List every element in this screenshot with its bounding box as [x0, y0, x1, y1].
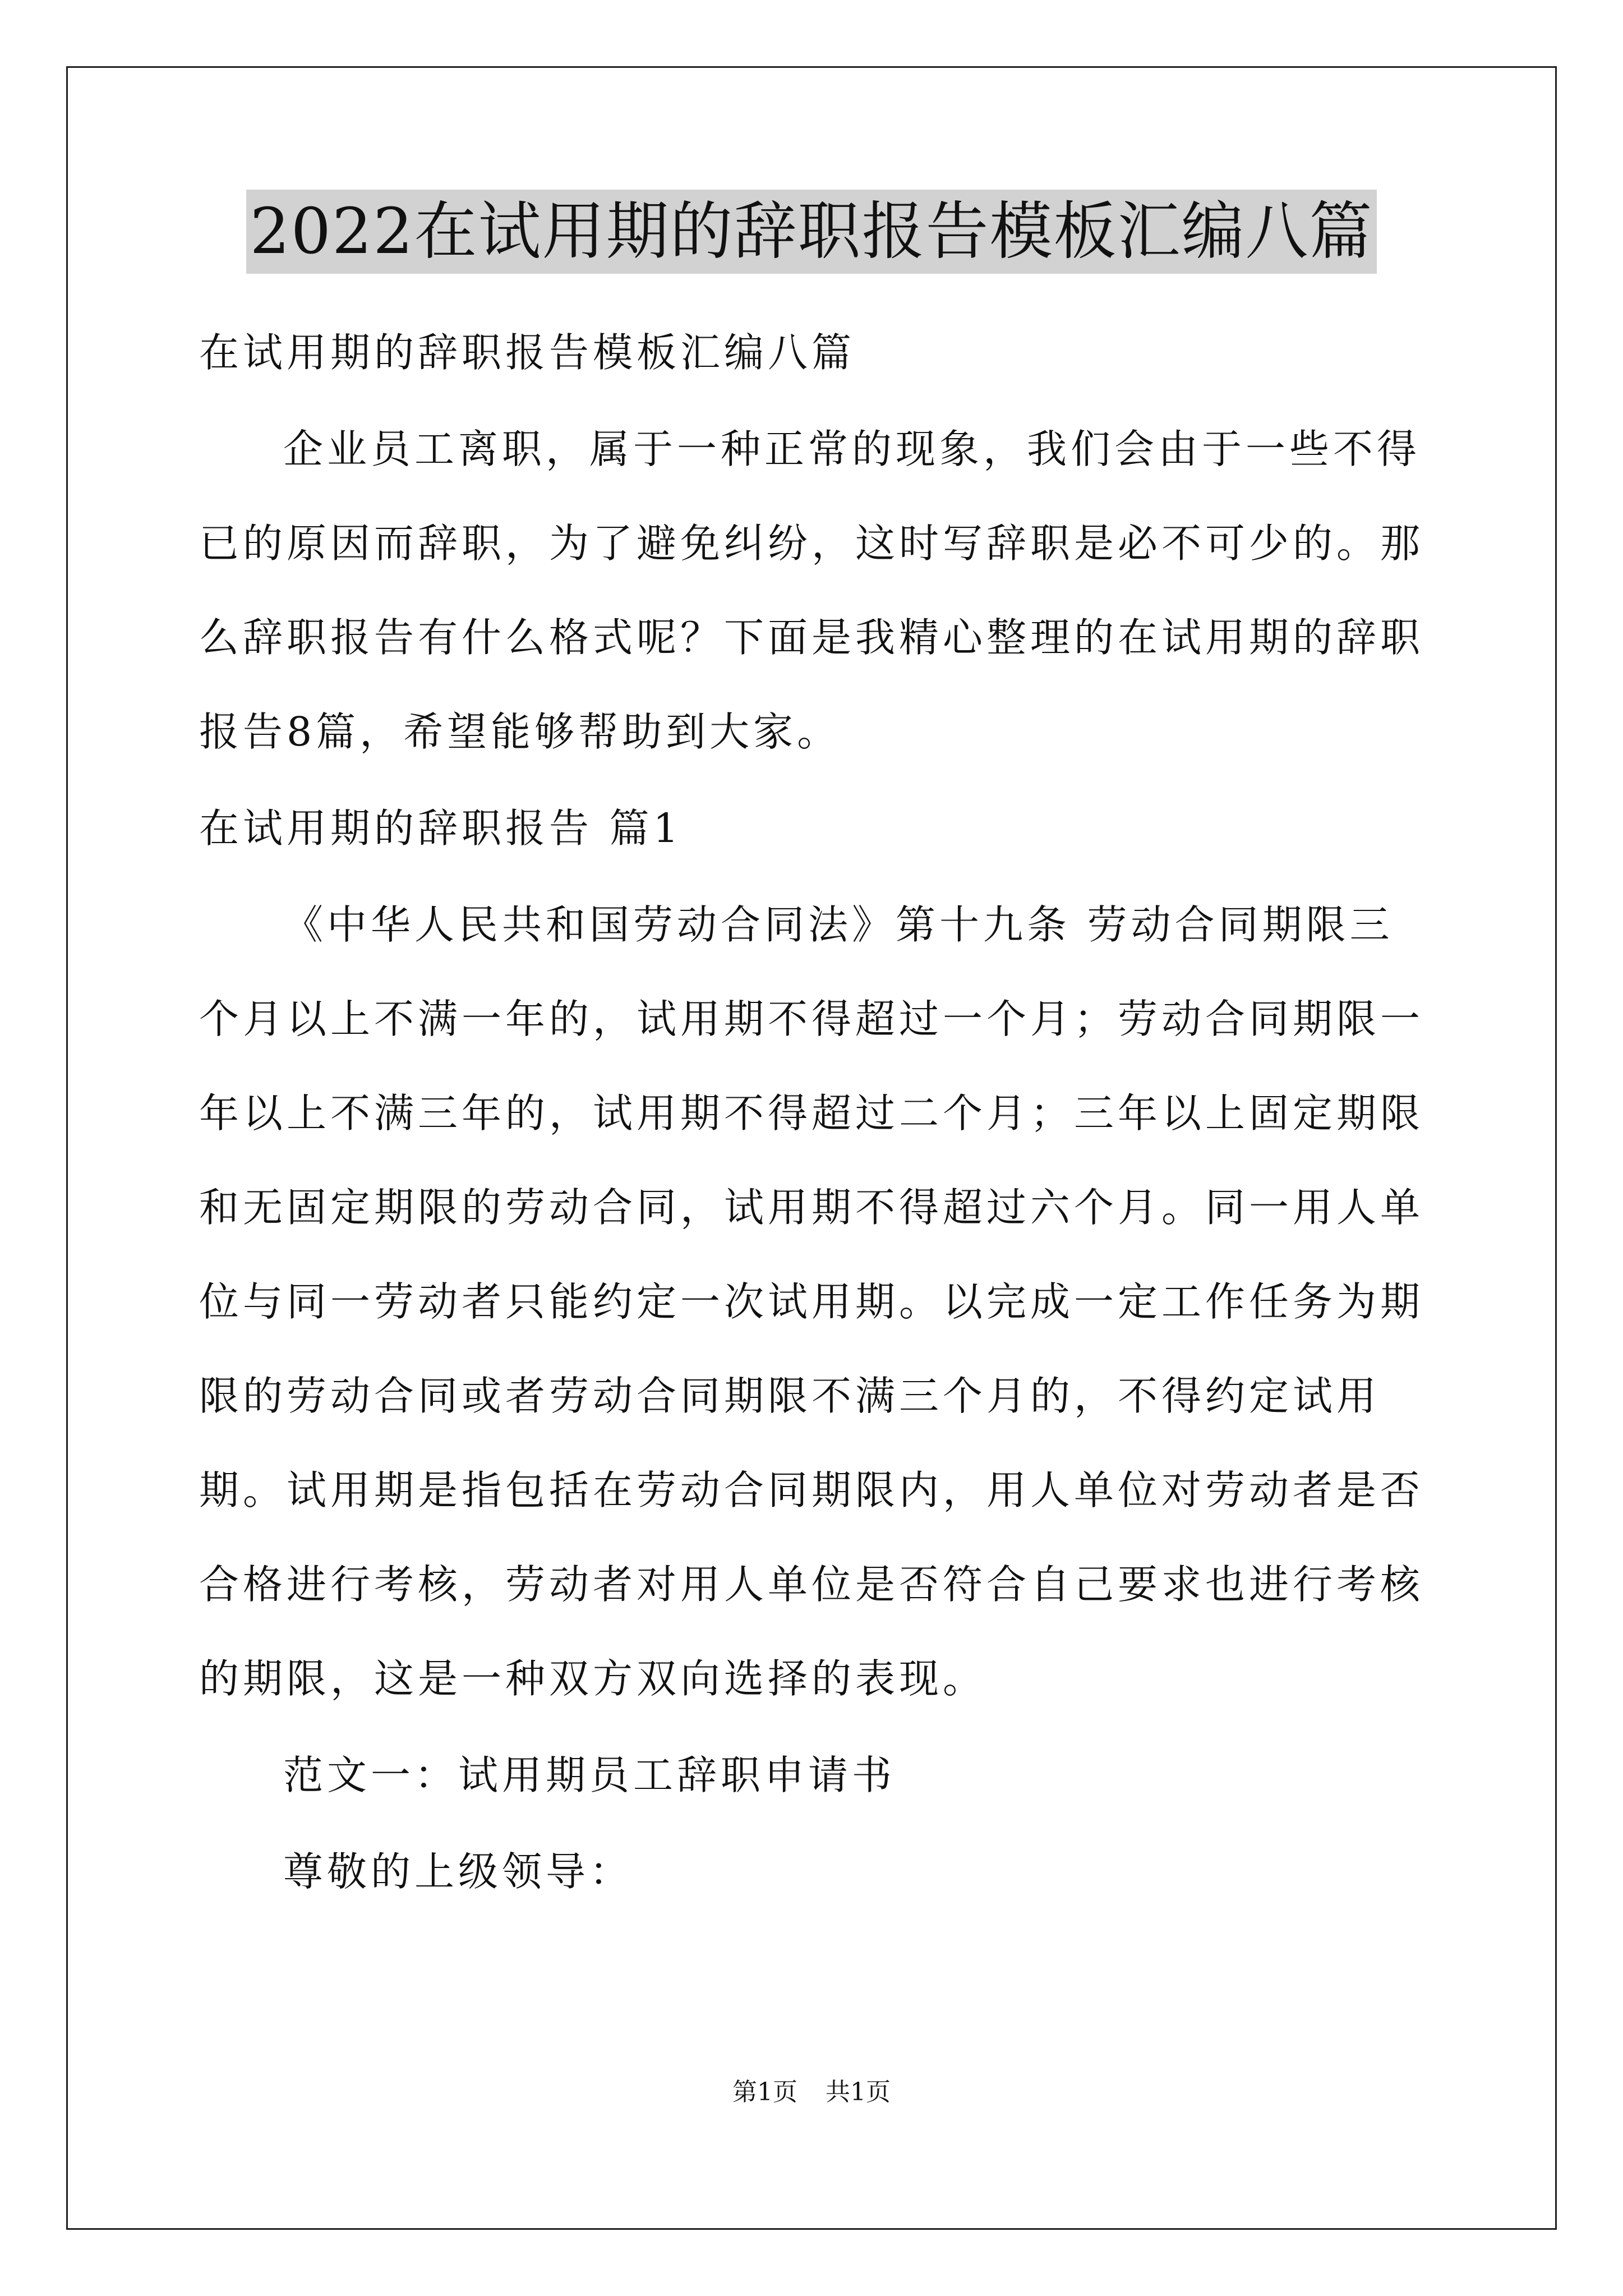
page-total: 共1页 — [826, 2078, 891, 2106]
salutation: 尊敬的上级领导： — [283, 1848, 634, 1895]
page-number: 第1页 — [732, 2078, 797, 2106]
title-container — [0, 190, 1623, 274]
document-title: 2022在试用期的辞职报告模板汇编八篇 — [246, 190, 1376, 274]
page-footer — [0, 2076, 1623, 2109]
section-heading: 在试用期的辞职报告 篇1 — [199, 805, 683, 852]
law-paragraph: 《中华人民共和国劳动合同法》第十九条 劳动合同期限三个月以上不满一年的，试用期不得超过一个月；劳动合同期限一年以上不满三年的，试用期不得超过二个月；三年以上固定期限和无固定期限的劳动合同，试用期不得超过六个月。同一用人单位与同一劳动者只能约定一次试用期。以完成一定工作任务为期限的劳动合同或者劳动合同期限不满三个月的，不得约定试用期。试用期是指包括在劳动合同期限内，用人单位对劳动者是否合格进行考核，劳动者对用人单位是否符合自己要求也进行考核的期限，这是一种双方双向选择的表现。 — [199, 901, 1424, 1702]
document-body — [199, 306, 1433, 1919]
subtitle-paragraph: 在试用期的辞职报告模板汇编八篇 — [199, 329, 856, 376]
sample-heading: 范文一：试用期员工辞职申请书 — [283, 1752, 896, 1798]
intro-paragraph: 企业员工离职，属于一种正常的现象，我们会由于一些不得已的原因而辞职，为了避免纠纷，这时写辞职是必不可少的。那么辞职报告有什么格式呢？下面是我精心整理的在试用期的辞职报告8篇，希望能够帮助到大家。 — [199, 426, 1424, 755]
